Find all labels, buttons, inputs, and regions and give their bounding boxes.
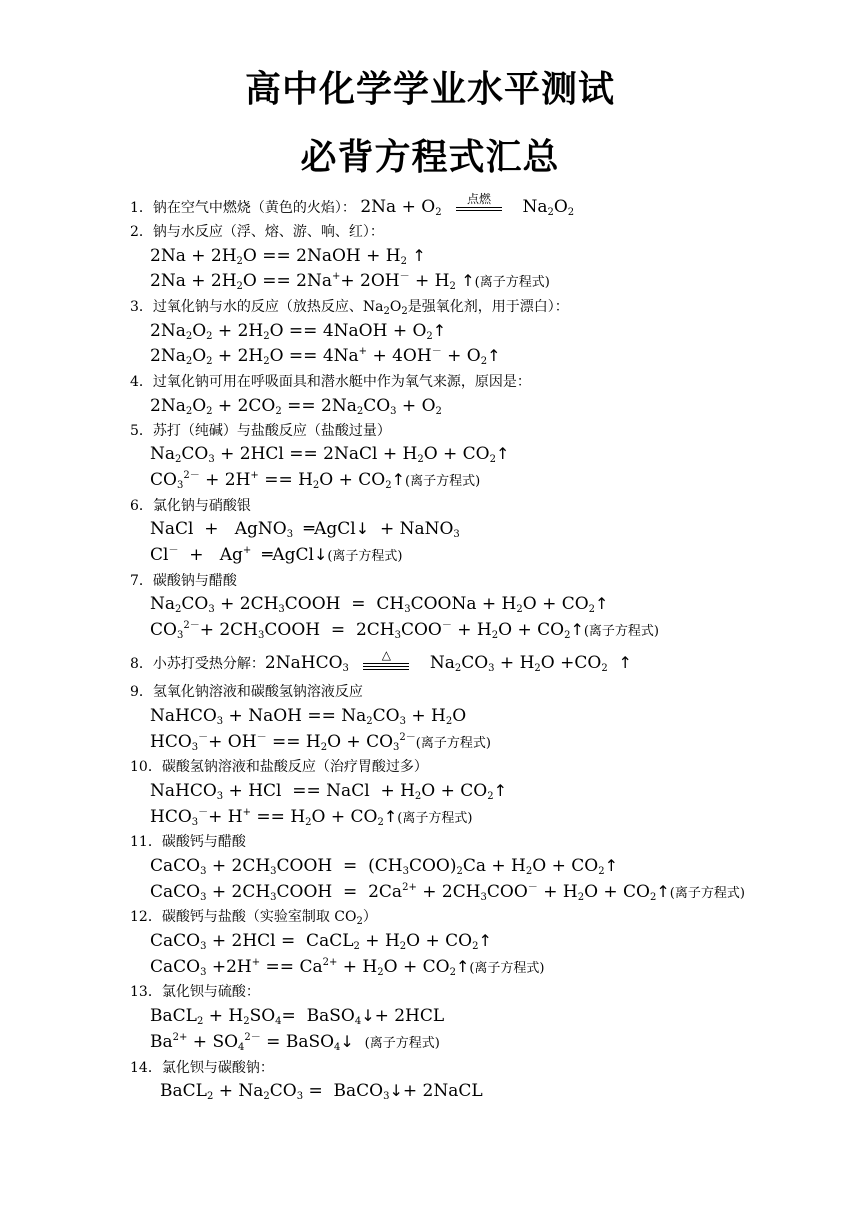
equation-12a: CaCO$_3$ + 2HCl = CaCL$_2$ + $H_2O$ + $CO_2↑$ — [150, 931, 492, 952]
item-14-heading: 14．氯化钡与碳酸钠： — [130, 1060, 274, 1076]
item-7-heading: 7．碳酸钠与醋酸 — [130, 573, 237, 589]
equation-6b: Cl－ + Ag+ ═AgCl↓(离子方程式) — [150, 545, 403, 565]
item-1: 1．钠在空气中燃烧（黄色的火焰）： $2Na + O_2$ 点燃 $Na_2O_2$ — [130, 192, 575, 218]
equation-3b: $2Na_2O_2 + 2H_2O == 4Na^+ + 4OH^-$ + $O_2↑$ — [150, 346, 501, 367]
item-12-heading: 12．碳酸钙与盐酸（实验室制取 $CO_2$） — [130, 909, 377, 927]
equation-12b: CaCO$_3$ $+2H^+ == Ca^{2+} + H_2O$ + $CO_2↑$(离子方程式) — [150, 957, 545, 978]
equation-9b: $HCO_3^-+ OH^- == H_2O + CO_3^{2-}$(离子方程式) — [150, 732, 491, 753]
equation-6a: NaCl + AgNO$_3$ ═AgCl↓ + NaNO$_3$ — [150, 519, 460, 540]
item-13-heading: 13．氯化钡与硫酸： — [130, 984, 260, 1000]
equation-7b: $CO_3^{2-}+$ $2CH_3COOH = 2CH_3COO^- + H_2O$ + $CO_2↑$(离子方程式) — [150, 620, 659, 641]
page-subtitle: 必背方程式汇总 — [300, 137, 560, 178]
equation-5a: $Na_2CO_3 + 2HCl$ == 2NaCl + $H_2O$ + $CO_2↑$ — [150, 444, 510, 465]
item-8: 8．小苏打受热分解：2NaHCO$_3$ △ $Na_2CO_3 + H_2O +CO_2$ ↑ — [130, 648, 632, 674]
equation-2a: $2Na + 2H_2O$ == 2NaOH + $H_2$ ↑ — [150, 246, 426, 267]
equation-9a: NaHCO$_3$ + NaOH == $Na_2CO_3 + H_2O$ — [150, 706, 467, 727]
item-9-heading: 9．氢氧化钠溶液和碳酸氢钠溶液反应 — [130, 684, 363, 700]
page-title: 高中化学学业水平测试 — [244, 69, 615, 110]
equation-2b: $2Na + 2H_2O == 2Na^++ 2OH^- + H_2$ ↑(离子方程式) — [150, 271, 550, 292]
item-10-heading: 10．碳酸氢钠溶液和盐酸反应（治疗胃酸过多） — [130, 759, 428, 775]
equation-14: BaCL$_2$ + $Na_2CO_3$ = BaCO$_3$↓+ 2NaCL — [160, 1081, 483, 1102]
equation-3a: $2Na_2O_2 + 2H_2O$ == 4NaOH + $O_2↑$ — [150, 321, 447, 342]
item-8-heading: 8．小苏打受热分解： — [130, 656, 265, 672]
equation-10a: NaHCO$_3$ + HCl == NaCl + $H_2O$ + $CO_2↑$ — [150, 781, 508, 802]
equation-7a: $Na_2CO_3$ + $2CH_3COOH$ = $CH_3COONa + H_2O$ + $CO_2↑$ — [150, 594, 609, 615]
equation-10b: $HCO_3^-+ H^+ == H_2O$ + $CO_2↑$(离子方程式) — [150, 807, 473, 828]
equation-11a: CaCO$_3$ + $2CH_3COOH = (CH_3COO)_2Ca + H_2O$ + $CO_2↑$ — [150, 856, 618, 877]
item-5-heading: 5．苏打（纯碱）与盐酸反应（盐酸过量） — [130, 423, 391, 439]
condition-heat: △ — [359, 653, 413, 675]
equation-13b: $Ba^{2+} + SO_4^{2-}$ = BaSO$_4$↓ (离子方程式) — [150, 1032, 440, 1053]
item-11-heading: 11．碳酸钙与醋酸 — [130, 834, 246, 850]
item-6-heading: 6．氯化钠与硝酸银 — [130, 498, 251, 514]
equation-11b: CaCO$_3$ + $2CH_3COOH = 2Ca^{2+} + 2CH_3COO^- + H_2O$ + $CO_2↑$(离子方程式) — [150, 882, 745, 903]
equation-4: $2Na_2O_2 + 2CO_2 == 2Na_2CO_3 + O_2$ — [150, 396, 442, 417]
equation-8: 2NaHCO$_3$ — [264, 653, 349, 674]
condition-ignite: 点燃 — [452, 197, 506, 219]
equation-1: $2Na + O_2$ — [360, 197, 442, 218]
item-2-heading: 2．钠与水反应（浮、熔、游、响、红）： — [130, 224, 384, 240]
item-4-heading: 4．过氧化钠可用在呼吸面具和潜水艇中作为氧气来源，原因是： — [130, 374, 531, 390]
item-3-heading: 3．过氧化钠与水的反应（放热反应、$Na_2O_2$是强氧化剂，用于漂白）： — [130, 299, 569, 317]
item-1-heading: 1．钠在空气中燃烧（黄色的火焰）： — [130, 200, 356, 216]
equation-5b: $CO_3^{2-} + 2H^+ == H_2O$ + $CO_2↑$(离子方程式) — [150, 470, 481, 491]
equation-13a: BaCL$_2$ + $H_2SO_4=$ BaSO$_4$↓+ 2HCL — [150, 1006, 445, 1027]
